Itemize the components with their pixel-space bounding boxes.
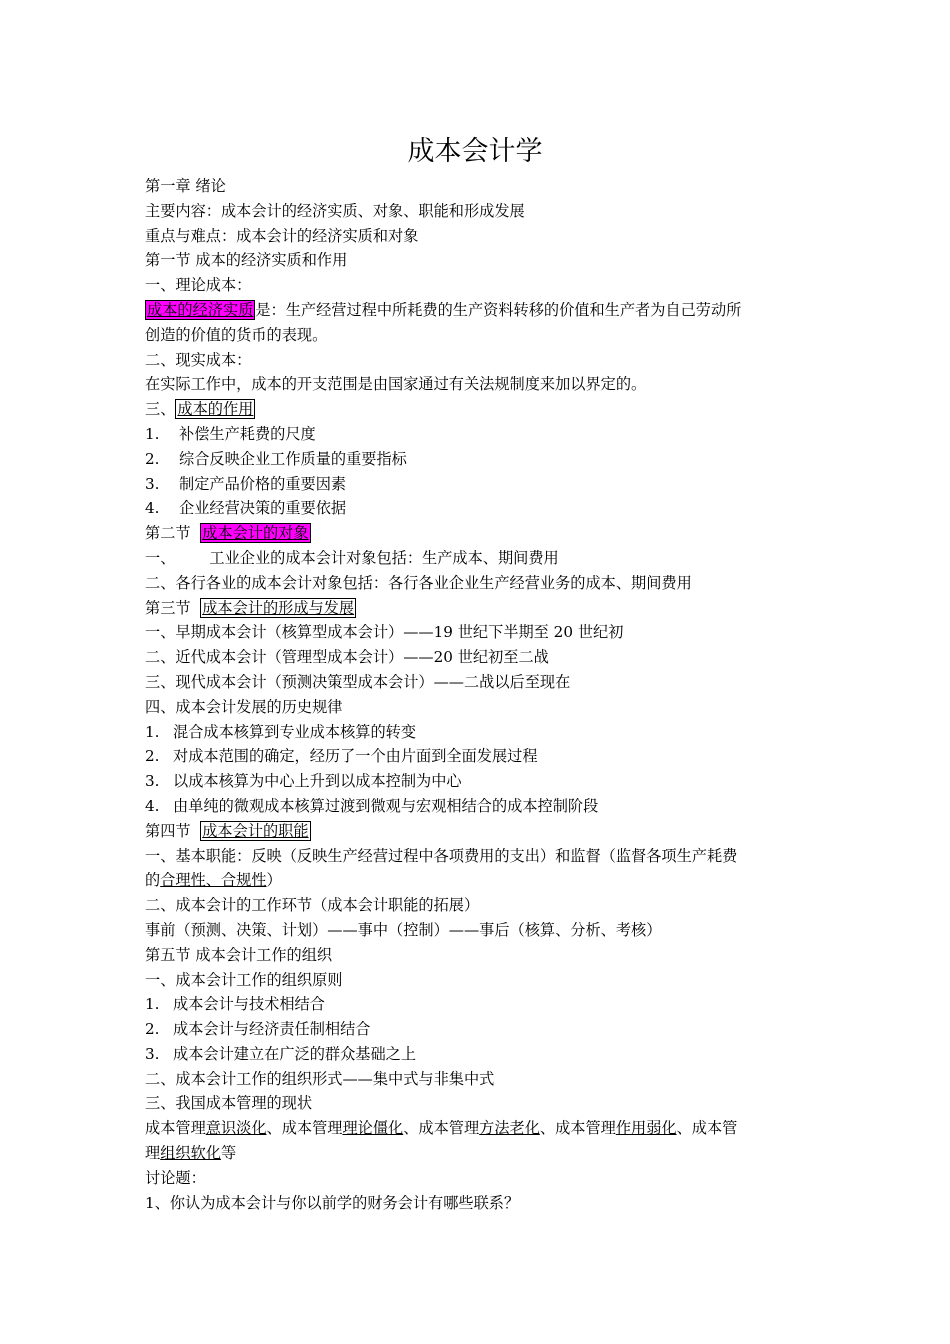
section-5-heading: 第五节 成本会计工作的组织: [145, 945, 333, 964]
list-item: 4. 由单纯的微观成本核算过渡到微观与宏观相结合的成本控制阶段: [145, 796, 599, 815]
list-item: 2. 对成本范围的确定，经历了一个由片面到全面发展过程: [145, 747, 538, 766]
highlighted-term: 成本会计的对象: [202, 524, 309, 543]
highlighted-term: 成本的经济实质: [147, 300, 254, 319]
list-item: 3. 制定产品价格的重要因素: [145, 474, 347, 493]
s5-item-2: 二、成本会计工作的组织形式——集中式与非集中式: [145, 1069, 495, 1088]
key-points-line: 重点与难点：成本会计的经济实质和对象: [145, 226, 419, 245]
s1-theoretical-cost: 一、理论成本：: [145, 276, 252, 295]
underlined-term: 合理性、合规性: [160, 871, 267, 890]
list-item: 1. 混合成本核算到专业成本核算的转变: [145, 722, 416, 741]
list-item: 4. 企业经营决策的重要依据: [145, 499, 347, 518]
s1-real-cost: 二、现实成本：: [145, 350, 252, 369]
s3-item-1: 一、早期成本会计（核算型成本会计）——19 世纪下半期至 20 世纪初: [145, 623, 624, 642]
s5-status-line-2: 理组织软化等: [145, 1144, 237, 1163]
s3-item-3: 三、现代成本会计（预测决策型成本会计）——二战以后至现在: [145, 672, 571, 691]
s1-definition-line-2: 创造的价值的货币的表现。: [145, 325, 328, 344]
section-4-heading: 第四节 成本会计的职能: [145, 821, 309, 840]
document-title: 成本会计学: [407, 136, 543, 167]
discussion-heading: 讨论题：: [145, 1168, 206, 1187]
s1-definition-line-1: 成本的经济实质 是：生产经营过程中所耗费的生产资料转移的价值和生产者为自己劳动所: [147, 300, 742, 319]
s1-role-heading: 三、 成本的作用: [145, 400, 254, 419]
s4-stages: 事前（预测、决策、计划）——事中（控制）——事后（核算、分析、考核）: [145, 920, 662, 939]
list-item: 1. 成本会计与技术相结合: [145, 995, 325, 1014]
s3-item-4: 四、成本会计发展的历史规律: [145, 697, 343, 716]
list-item: 3. 成本会计建立在广泛的群众基础之上: [145, 1044, 416, 1063]
main-content-line: 主要内容：成本会计的经济实质、对象、职能和形成发展: [145, 201, 525, 220]
list-item: 1. 补偿生产耗费的尺度: [145, 424, 316, 443]
list-item: 2. 综合反映企业工作质量的重要指标: [145, 449, 407, 468]
boxed-term: 成本的作用: [177, 400, 254, 419]
s4-item-2: 二、成本会计的工作环节（成本会计职能的拓展）: [145, 896, 480, 915]
s1-real-cost-text: 在实际工作中，成本的开支范围是由国家通过有关法规制度来加以界定的。: [145, 375, 647, 394]
s3-item-2: 二、近代成本会计（管理型成本会计）——20 世纪初至二战: [145, 648, 549, 667]
discussion-question-1: 1、你认为成本会计与你以前学的财务会计有哪些联系？: [145, 1193, 520, 1212]
section-2-heading: 第二节 成本会计的对象: [145, 524, 309, 543]
chapter-heading: 第一章 绪论: [145, 177, 226, 195]
section-1-heading: 第一节 成本的经济实质和作用: [145, 251, 348, 270]
boxed-term: 成本会计的职能: [202, 821, 309, 840]
s2-item-2: 二、各行各业的成本会计对象包括：各行各业企业生产经营业务的成本、期间费用: [145, 573, 692, 592]
s5-item-1: 一、成本会计工作的组织原则: [145, 970, 343, 989]
section-3-heading: 第三节 成本会计的形成与发展: [145, 598, 355, 617]
list-item: 2. 成本会计与经济责任制相结合: [145, 1020, 371, 1039]
boxed-term: 成本会计的形成与发展: [202, 598, 355, 617]
s2-item-1: 一、 工业企业的成本会计对象包括：生产成本、期间费用: [145, 548, 559, 567]
list-item: 3. 以成本核算为中心上升到以成本控制为中心: [145, 772, 462, 791]
document-body: [145, 174, 813, 1215]
s5-status-line-1: 成本管理意识淡化、成本管理理论僵化、成本管理方法老化、成本管理作用弱化、成本管: [145, 1119, 738, 1138]
s4-item-1-line-2: 的合理性、合规性）: [145, 871, 282, 890]
s5-item-3: 三、我国成本管理的现状: [145, 1094, 313, 1113]
s4-item-1-line-1: 一、基本职能：反映（反映生产经营过程中各项费用的支出）和监督（监督各项生产耗费: [145, 846, 738, 865]
